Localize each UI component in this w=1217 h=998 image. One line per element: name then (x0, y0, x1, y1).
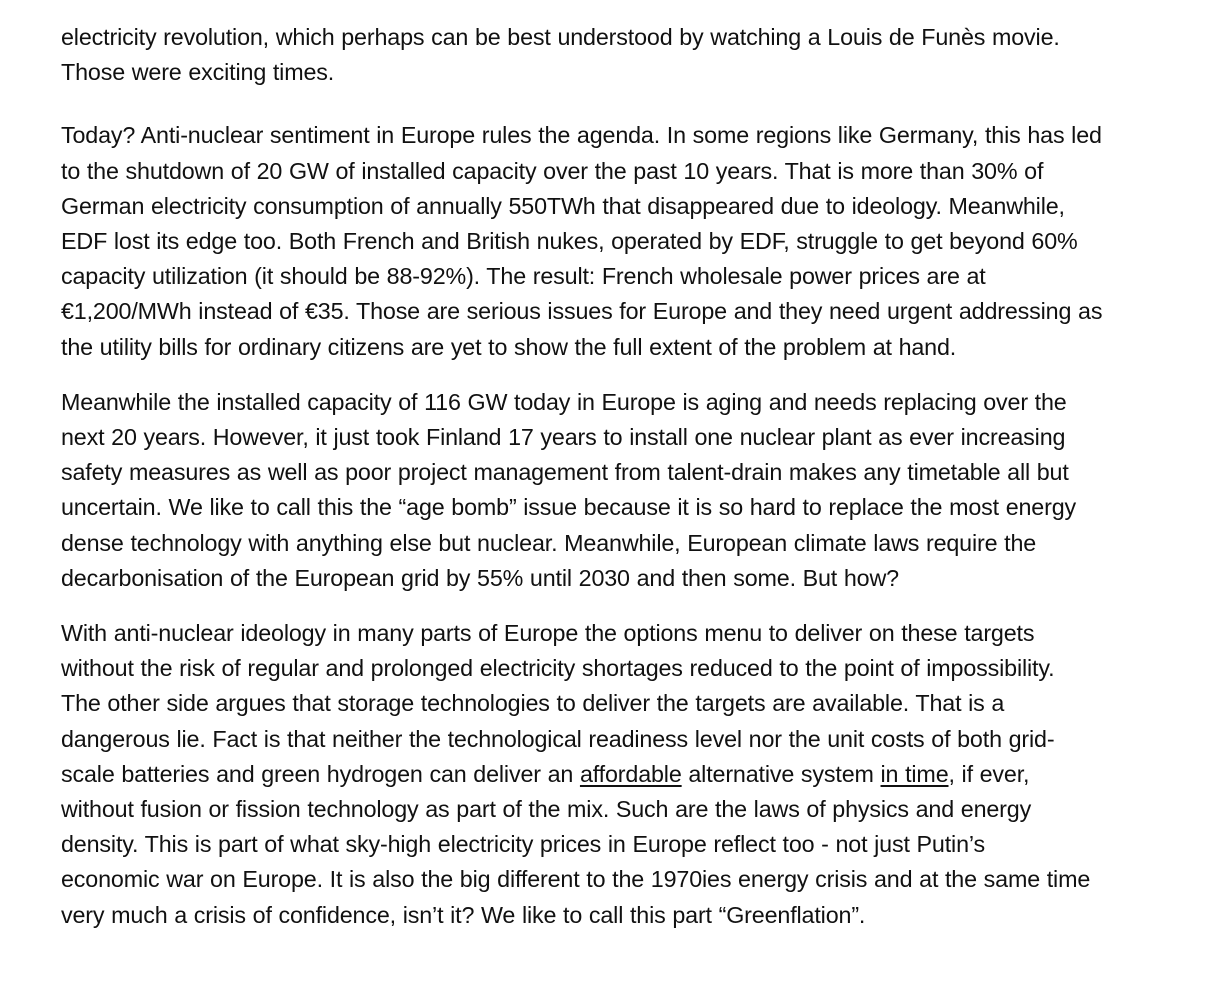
paragraph-anti-nuclear (61, 118, 1181, 364)
text-line: decarbonisation of the European grid by 55% until 2030 and then some. But how? (61, 564, 899, 591)
text-line: without fusion or fission technology as part of the mix. Such are the laws of physics and energy (61, 796, 1032, 823)
text-line: The other side argues that storage technologies to deliver the targets are available. That is a (61, 690, 1005, 717)
text-line: With anti-nuclear ideology in many parts of Europe the options menu to deliver on these targets (61, 620, 1035, 647)
text-line: dangerous lie. Fact is that neither the technological readiness level nor the unit costs of both grid- (61, 725, 1055, 752)
text-line: electricity revolution, which perhaps can be best understood by watching a Louis de Funès movie. (61, 24, 1060, 50)
text-line: capacity utilization (it should be 88-92%). The result: French wholesale power prices are at (61, 263, 986, 290)
text-line: economic war on Europe. It is also the big different to the 1970ies energy crisis and at the same time (61, 866, 1091, 893)
text-line: Meanwhile the installed capacity of 116 GW today in Europe is aging and needs replacing over the (61, 388, 1067, 415)
text-line: safety measures as well as poor project management from talent-drain makes any timetable all but (61, 459, 1069, 486)
text-line: EDF lost its edge too. Both French and British nukes, operated by EDF, struggle to get beyond 60% (61, 228, 1078, 255)
text-segment: alternative system (681, 760, 881, 787)
text-line: very much a crisis of confidence, isn’t it? We like to call this part “Greenflation”. (61, 901, 866, 928)
text-line: the utility bills for ordinary citizens are yet to show the full extent of the problem at hand. (61, 333, 957, 360)
paragraph-spacer (61, 90, 1181, 118)
text-segment: scale batteries and green hydrogen can deliver an (61, 760, 580, 787)
text-line: Those were exciting times. (61, 59, 335, 86)
text-line: uncertain. We like to call this the “age bomb” issue because it is so hard to replace the most energy (61, 494, 1077, 521)
text-line: German electricity consumption of annually 550TWh that disappeared due to ideology. Meanwhile, (61, 192, 1065, 219)
text-line-mixed (61, 757, 1181, 792)
paragraph-spacer (61, 365, 1181, 385)
paragraph-age-bomb (61, 385, 1181, 596)
text-line: Today? Anti-nuclear sentiment in Europe rules the agenda. In some regions like Germany, this has led (61, 122, 1102, 149)
document-page (61, 20, 1181, 933)
text-line: without the risk of regular and prolonged electricity shortages reduced to the point of impossibility. (61, 655, 1055, 682)
paragraph-intro (61, 20, 1181, 90)
text-segment: , if ever, (948, 760, 1030, 787)
paragraph-spacer (61, 596, 1181, 616)
underlined-text-in-time: in time (880, 760, 949, 787)
text-line: dense technology with anything else but nuclear. Meanwhile, European climate laws require the (61, 529, 1037, 556)
text-line: density. This is part of what sky-high electricity prices in Europe reflect too - not just Putin’s (61, 831, 985, 858)
paragraph-greenflation (61, 616, 1181, 933)
text-line: next 20 years. However, it just took Finland 17 years to install one nuclear plant as ever increasing (61, 424, 1066, 451)
text-line: €1,200/MWh instead of €35. Those are serious issues for Europe and they need urgent addressing as (61, 298, 1103, 325)
text-line: to the shutdown of 20 GW of installed capacity over the past 10 years. That is more than 30% of (61, 157, 1044, 184)
underlined-text-affordable: affordable (579, 760, 682, 787)
